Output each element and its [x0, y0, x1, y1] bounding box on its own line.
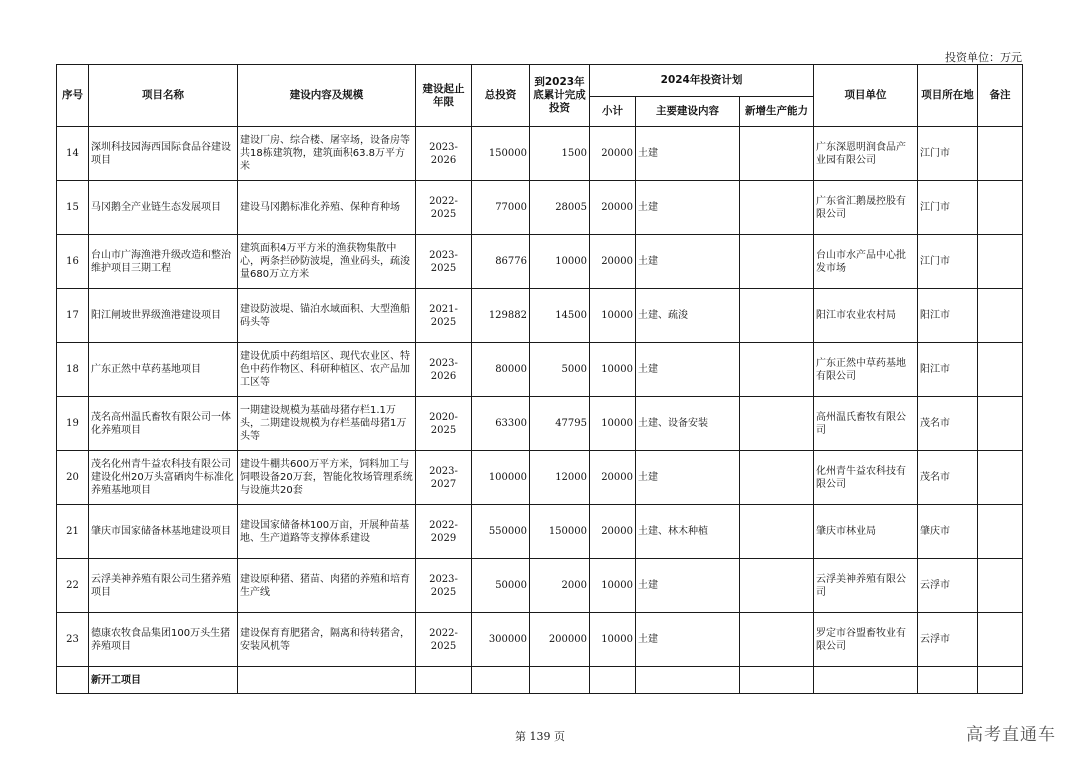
cell-note	[978, 613, 1023, 667]
empty-cell	[814, 667, 918, 694]
cell-subtotal: 20000	[590, 181, 636, 235]
cell-completed-2023: 14500	[530, 289, 590, 343]
empty-cell	[416, 667, 472, 694]
cell-location: 江门市	[918, 181, 978, 235]
empty-cell	[238, 667, 416, 694]
investment-plan-table	[56, 64, 1023, 694]
cell-main-content: 土建	[636, 343, 740, 397]
cell-note	[978, 397, 1023, 451]
empty-cell	[740, 667, 814, 694]
table-row	[57, 559, 1023, 613]
cell-main-content: 土建	[636, 451, 740, 505]
cell-new-capacity	[740, 613, 814, 667]
cell-construction-content: 建设防波堤、锚泊水域面积、大型渔船码头等	[238, 289, 416, 343]
cell-subtotal: 10000	[590, 613, 636, 667]
header-seq: 序号	[57, 65, 89, 127]
cell-period: 2022-2029	[416, 505, 472, 559]
cell-note	[978, 289, 1023, 343]
cell-project-name: 台山市广海渔港升级改造和整治维护项目三期工程	[89, 235, 238, 289]
cell-project-name: 茂名化州青牛益农科技有限公司建设化州20万头富硒肉牛标准化养殖基地项目	[89, 451, 238, 505]
cell-completed-2023: 1500	[530, 127, 590, 181]
cell-note	[978, 343, 1023, 397]
empty-cell	[918, 667, 978, 694]
cell-total-investment: 80000	[472, 343, 530, 397]
cell-project-name: 茂名高州温氏畜牧有限公司一体化养殖项目	[89, 397, 238, 451]
cell-new-capacity	[740, 181, 814, 235]
cell-project-name: 德康农牧食品集团100万头生猪养殖项目	[89, 613, 238, 667]
header-note: 备注	[978, 65, 1023, 127]
cell-location: 云浮市	[918, 559, 978, 613]
cell-location: 云浮市	[918, 613, 978, 667]
cell-total-investment: 129882	[472, 289, 530, 343]
cell-completed-2023: 47795	[530, 397, 590, 451]
header-main-content: 主要建设内容	[636, 97, 740, 127]
cell-period: 2021-2025	[416, 289, 472, 343]
cell-period: 2023-2025	[416, 559, 472, 613]
table-row	[57, 451, 1023, 505]
cell-new-capacity	[740, 235, 814, 289]
cell-subtotal: 10000	[590, 559, 636, 613]
header-plan-2024: 2024年投资计划	[590, 65, 814, 97]
cell-period: 2023-2027	[416, 451, 472, 505]
cell-subtotal: 20000	[590, 127, 636, 181]
cell-project-name: 肇庆市国家储备林基地建设项目	[89, 505, 238, 559]
cell-seq: 21	[57, 505, 89, 559]
cell-seq: 22	[57, 559, 89, 613]
cell-new-capacity	[740, 397, 814, 451]
cell-main-content: 土建、林木种植	[636, 505, 740, 559]
watermark: 高考直通车	[966, 725, 1056, 745]
cell-total-investment: 77000	[472, 181, 530, 235]
page-number: 第 139 页	[515, 730, 565, 743]
header-project-unit: 项目单位	[814, 65, 918, 127]
cell-note	[978, 181, 1023, 235]
header-construction-content: 建设内容及规模	[238, 65, 416, 127]
table-row	[57, 127, 1023, 181]
cell-project-unit: 广东正然中草药基地有限公司	[814, 343, 918, 397]
cell-construction-content: 建筑面积4万平方米的渔获物集散中心，两条拦砂防波堤，渔业码头，疏浚量680万立方米	[238, 235, 416, 289]
cell-project-name: 马冈鹅全产业链生态发展项目	[89, 181, 238, 235]
cell-project-unit: 云浮美神养殖有限公司	[814, 559, 918, 613]
cell-note	[978, 235, 1023, 289]
empty-cell	[472, 667, 530, 694]
cell-new-capacity	[740, 343, 814, 397]
cell-location: 阳江市	[918, 289, 978, 343]
cell-project-name: 深圳科技园海西国际食品谷建设项目	[89, 127, 238, 181]
table-header-row	[57, 65, 1023, 97]
cell-total-investment: 100000	[472, 451, 530, 505]
cell-construction-content: 建设国家储备林100万亩，开展种苗基地、生产道路等支撑体系建设	[238, 505, 416, 559]
cell-location: 阳江市	[918, 343, 978, 397]
cell-completed-2023: 200000	[530, 613, 590, 667]
cell-seq: 17	[57, 289, 89, 343]
cell-project-unit: 高州温氏畜牧有限公司	[814, 397, 918, 451]
cell-location: 茂名市	[918, 397, 978, 451]
cell-note	[978, 127, 1023, 181]
cell-completed-2023: 28005	[530, 181, 590, 235]
table-body	[57, 127, 1023, 694]
cell-completed-2023: 10000	[530, 235, 590, 289]
cell-completed-2023: 5000	[530, 343, 590, 397]
cell-main-content: 土建、设备安装	[636, 397, 740, 451]
cell-main-content: 土建	[636, 181, 740, 235]
table-row	[57, 343, 1023, 397]
cell-seq: 19	[57, 397, 89, 451]
cell-location: 茂名市	[918, 451, 978, 505]
table-row	[57, 289, 1023, 343]
cell-construction-content: 建设马冈鹅标准化养殖、保种育种场	[238, 181, 416, 235]
cell-construction-content: 建设厂房、综合楼、屠宰场，设备房等共18栋建筑物，建筑面积63.8万平方米	[238, 127, 416, 181]
header-total-investment: 总投资	[472, 65, 530, 127]
cell-project-unit: 台山市水产品中心批发市场	[814, 235, 918, 289]
cell-construction-content: 建设优质中药组培区、现代农业区、特色中药作物区、科研种植区、农产品加工区等	[238, 343, 416, 397]
section-row	[57, 667, 1023, 694]
cell-period: 2023-2026	[416, 127, 472, 181]
empty-cell	[530, 667, 590, 694]
cell-total-investment: 550000	[472, 505, 530, 559]
cell-new-capacity	[740, 505, 814, 559]
cell-main-content: 土建、疏浚	[636, 289, 740, 343]
cell-new-capacity	[740, 289, 814, 343]
cell-completed-2023: 12000	[530, 451, 590, 505]
cell-period: 2022-2025	[416, 181, 472, 235]
cell-project-name: 广东正然中草药基地项目	[89, 343, 238, 397]
header-new-capacity: 新增生产能力	[740, 97, 814, 127]
cell-project-unit: 化州青牛益农科技有限公司	[814, 451, 918, 505]
cell-period: 2022-2025	[416, 613, 472, 667]
cell-note	[978, 559, 1023, 613]
cell-seq: 18	[57, 343, 89, 397]
cell-new-capacity	[740, 127, 814, 181]
header-completed-2023: 到2023年底累计完成投资	[530, 65, 590, 127]
cell-main-content: 土建	[636, 613, 740, 667]
cell-subtotal: 20000	[590, 505, 636, 559]
cell-subtotal: 10000	[590, 397, 636, 451]
cell-seq: 20	[57, 451, 89, 505]
section-label: 新开工项目	[89, 667, 238, 694]
cell-construction-content: 建设原种猪、猪苗、肉猪的养殖和培育生产线	[238, 559, 416, 613]
cell-seq: 14	[57, 127, 89, 181]
cell-location: 江门市	[918, 127, 978, 181]
cell-project-unit: 广东省汇鹅晟控股有限公司	[814, 181, 918, 235]
cell-completed-2023: 150000	[530, 505, 590, 559]
cell-subtotal: 10000	[590, 343, 636, 397]
cell-construction-content: 建设保育育肥猪舍，隔离和待转猪舍，安装风机等	[238, 613, 416, 667]
cell-note	[978, 451, 1023, 505]
cell-project-name: 云浮美神养殖有限公司生猪养殖项目	[89, 559, 238, 613]
cell-completed-2023: 2000	[530, 559, 590, 613]
cell-location: 肇庆市	[918, 505, 978, 559]
investment-unit-note: 投资单位：万元	[945, 51, 1022, 64]
table-row	[57, 181, 1023, 235]
cell-seq: 16	[57, 235, 89, 289]
cell-new-capacity	[740, 559, 814, 613]
cell-total-investment: 300000	[472, 613, 530, 667]
cell-project-name: 阳江闸坡世界级渔港建设项目	[89, 289, 238, 343]
cell-project-unit: 罗定市谷盟畜牧业有限公司	[814, 613, 918, 667]
cell-period: 2023-2026	[416, 343, 472, 397]
cell-location: 江门市	[918, 235, 978, 289]
cell-seq: 23	[57, 613, 89, 667]
table-row	[57, 613, 1023, 667]
cell-total-investment: 86776	[472, 235, 530, 289]
cell-seq: 15	[57, 181, 89, 235]
cell-construction-content: 建设牛棚共600万平方米，饲料加工与饲喂设备20万套，智能化牧场管理系统与设施共20套	[238, 451, 416, 505]
cell-note	[978, 505, 1023, 559]
cell-project-unit: 广东深恩明润食品产业园有限公司	[814, 127, 918, 181]
cell-new-capacity	[740, 451, 814, 505]
cell-total-investment: 50000	[472, 559, 530, 613]
empty-cell	[978, 667, 1023, 694]
cell-construction-content: 一期建设规模为基础母猪存栏1.1万头，二期建设规模为存栏基础母猪1万头等	[238, 397, 416, 451]
cell-main-content: 土建	[636, 127, 740, 181]
cell-main-content: 土建	[636, 559, 740, 613]
table-row	[57, 235, 1023, 289]
header-subtotal: 小计	[590, 97, 636, 127]
cell-period: 2023-2025	[416, 235, 472, 289]
cell-project-unit: 阳江市农业农村局	[814, 289, 918, 343]
cell-main-content: 土建	[636, 235, 740, 289]
cell-total-investment: 63300	[472, 397, 530, 451]
empty-cell	[636, 667, 740, 694]
empty-cell	[57, 667, 89, 694]
header-period: 建设起止年限	[416, 65, 472, 127]
empty-cell	[590, 667, 636, 694]
table-row	[57, 505, 1023, 559]
cell-period: 2020-2025	[416, 397, 472, 451]
header-location: 项目所在地	[918, 65, 978, 127]
cell-total-investment: 150000	[472, 127, 530, 181]
header-project-name: 项目名称	[89, 65, 238, 127]
cell-subtotal: 20000	[590, 451, 636, 505]
cell-subtotal: 10000	[590, 289, 636, 343]
table-row	[57, 397, 1023, 451]
cell-project-unit: 肇庆市林业局	[814, 505, 918, 559]
cell-subtotal: 20000	[590, 235, 636, 289]
